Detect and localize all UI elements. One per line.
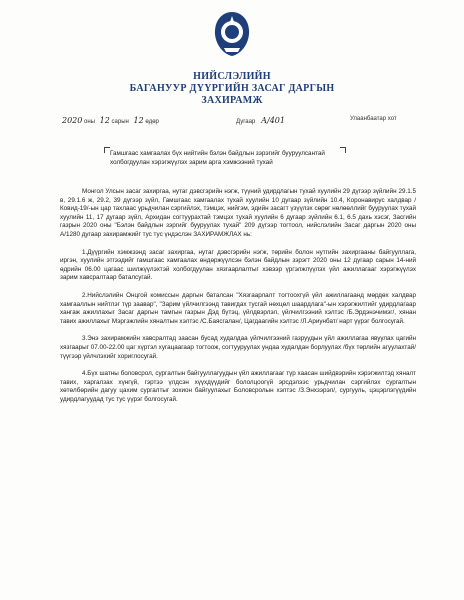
state-emblem-icon [212,10,252,58]
date-month-suffix: сарын [111,119,129,125]
document-number: А/401 [260,116,285,125]
number-label: Дугаар [236,119,256,125]
article-2-paragraph: 2.Нийслэлийн Онцгой комиссын даргын баталсан "Хязгаарлалт тогтоохгүй үйл ажиллагаанд мөрдөх халдвар хамгааллын нийтлэг түр заавар", "Зарим үйлчилгээнд тавигдах тусгай нөхцөл шаардлага"-ын хэрэгжилтийг удирдлагаар хангаж ажиллахыг Засаг даргын тамгын газрын Дэд бүтэц, үйлдвэрлэл, үйлчилгээний хэлтэс /Б.Эрдэнэчимэг/, хянан тавих ажиллахыг Мэргэжлийн хяналтын хэлтэс /С.Баясгалан/, Цагдаагийн хэлтэс /Л.Ариунбат/ нарт үүрэг болгосугай. [60,291,416,325]
number-line [236,116,285,125]
date-line [62,116,159,125]
org-name-line1: НИЙСЛЭЛИЙН [193,71,271,82]
date-day: 12 [133,116,144,125]
document-type-title: ЗАХИРАМЖ [201,95,263,106]
date-day-suffix: өдөр [145,119,159,125]
date-year-suffix: оны [84,119,95,125]
org-name-line2: БАГАНУУР ДҮҮРГИЙН ЗАСАГ ДАРГЫН [129,83,335,94]
date-month: 12 [99,116,110,125]
subject-corner-top-right [340,147,346,153]
place-of-issue: Улаанбаатар хот [350,116,397,122]
article-1-paragraph: 1.Дүүргийн хэмжээнд засаг захиргаа, нутаг дэвсгэрийн нэгж, төрийн болон нутгийн захиргааны байгууллага, иргэн, хуулийн этгээдийг гамшгаас хамгаалах өндөржүүлсэн бэлэн байдлын зэрэгт 2020 оны 12 дугаар сарын 14-ний өдрийн 06.00 цагаас шилжүүлэхтэй холбогдуулан хязгаарлалтыг хэвээр үргэлжлүүлэх үйл ажиллагааг хэрэгжүүлэх зарим хавсралтаар баталсугай. [60,248,416,282]
date-year: 2020 [62,116,83,125]
article-4-paragraph: 4.Бүх шатны боловсрол, сургалтын байгууллагуудын үйл ажиллагааг түр хаасан шийдвэрийн хэрэгжилтэд хяналт тавих, харгалзах хүнгүй, гэртээ үлдсэн хүүхдүүдийг бололцоогүй эрсдэлээс урьдчилан сэргийлэх сургалтын хөтөлбөрийн дагуу цахим сургалтыг зохион байгуулахыг Боловсролын хэлтэс /З.Энхзэрэл/, сургууль, цэцэрлэгүүдийн удирдлагуудад тус тус үүрэг болгосугай. [60,370,416,403]
document-body [60,188,416,413]
preamble-paragraph: Монгол Улсын засаг захиргаа, нутаг дэвсгэрийн нэгж, түүний удирдлагын тухай хуулийн 29 дүгээр зүйлийн 29.1.5 в, 29.1.6 ж, 29.2, 39 дүгээр зүйл, Гамшгаас хамгаалах тухай хуулийн 10 дугаар зүйлийн 10.4, Коронавирус халдвар /Ковид-19/-ын цар тахлаас урьдчилан сэргийлэх, тэмцэх, нийгэм, эдийн засагт үзүүлэх сөрөг нөлөөллийг бууруулах тухай хуулийн 11, 17 дугаар зүйл, Архидан согтуурахтай тэмцэх тухай хуулийн 6 дугаар зүйлийн 6.1, 6.5 дахь хэсэг, Засгийн газрын 2020 оны "Бэлэн байдлын зэргийг бууруулах тухай" 209 дүгээр тогтоол, нийслэлийн Засаг даргын 2020 оны А/1280 дугаар захирамжийг тус тус үндэслэн ЗАХИРАМЖЛАХ нь: [60,188,416,238]
subject-title: Гамшгаас хамгаалах бүх нийтийн бэлэн байдлын зэрэгийг бууруулсантай холбогдуулан хэрэгжүүлэх зарим арга хэмжээний тухай [110,150,325,166]
article-3-paragraph: 3.Энэ захирамжийн хавсралтад заасан бусад худалдаа үйлчилгээний газруудын үйл ажиллагаа явуулах цагийн хязгаарыг 07.00-22.00 цаг хүртэл хугацаагаар тогтоож, согтууруулах ундаа худалдан борлуулах /бүх төрлийн агуулахтай/ түүгээр үйлчлэхийг хориглосугай. [60,335,416,360]
